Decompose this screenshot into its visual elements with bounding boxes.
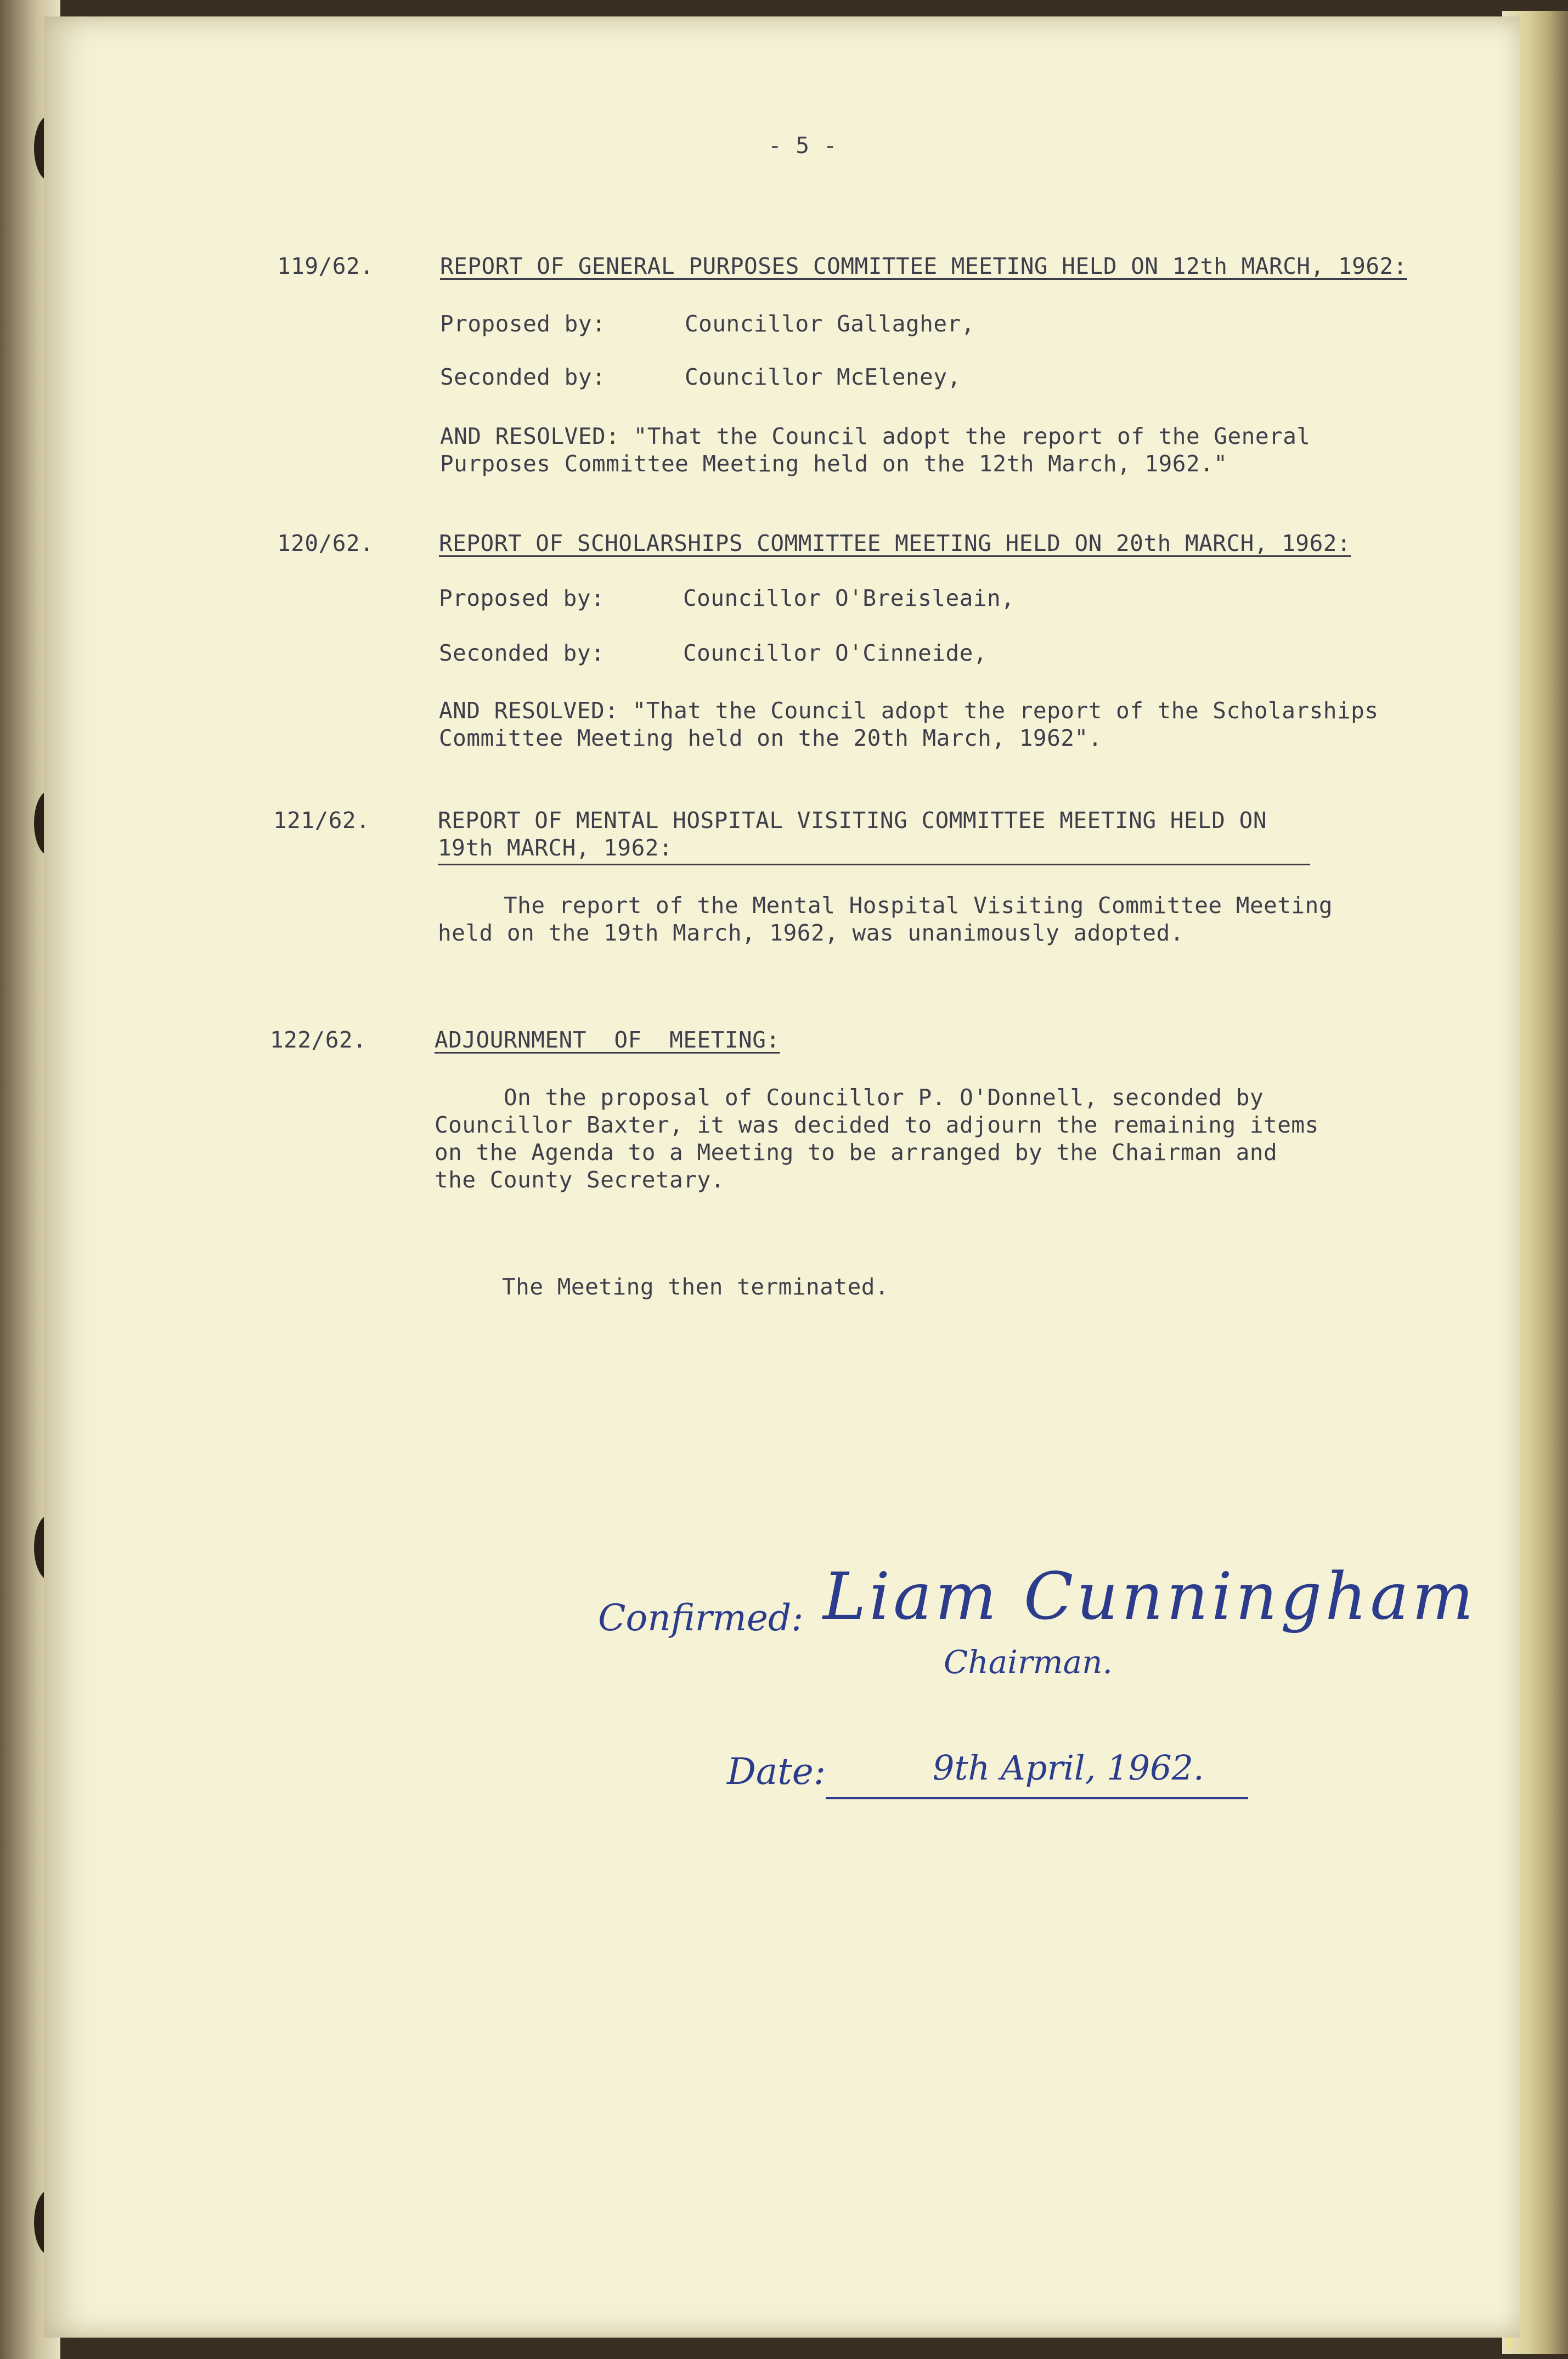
- resolution-line: Purposes Committee Meeting held on the 12th March, 1962.": [440, 451, 1228, 477]
- minute-number: 120/62.: [277, 530, 374, 556]
- closing-statement: The Meeting then terminated.: [502, 1274, 889, 1300]
- date-label: Date:: [727, 1750, 826, 1793]
- body-line: the County Secretary.: [435, 1167, 725, 1193]
- proposed-value: Councillor O'Breisleain,: [683, 585, 1015, 611]
- minute-heading-line: 19th MARCH, 1962:: [438, 835, 673, 861]
- seconded-value: Councillor O'Cinneide,: [683, 640, 988, 666]
- body-line: On the proposal of Councillor P. O'Donnell, seconded by: [504, 1084, 1264, 1111]
- proposed-value: Councillor Gallagher,: [685, 311, 975, 337]
- chairman-signature: Liam Cunningham: [823, 1558, 1477, 1634]
- confirmed-label: Confirmed:: [598, 1597, 804, 1639]
- minute-heading: REPORT OF SCHOLARSHIPS COMMITTEE MEETING HELD ON 20th MARCH, 1962:: [439, 530, 1351, 556]
- document-page: [44, 16, 1520, 2338]
- minute-number: 122/62.: [270, 1027, 367, 1053]
- proposed-label: Proposed by:: [439, 585, 605, 611]
- body-line: Councillor Baxter, it was decided to adjourn the remaining items: [435, 1112, 1319, 1138]
- seconded-value: Councillor McEleney,: [685, 364, 961, 390]
- page-number: - 5 -: [768, 132, 837, 159]
- minute-number: 121/62.: [273, 807, 370, 834]
- body-line: The report of the Mental Hospital Visiting Committee Meeting: [504, 892, 1333, 919]
- resolution-line: AND RESOLVED: "That the Council adopt the report of the General: [440, 423, 1311, 449]
- minute-heading: ADJOURNMENT OF MEETING:: [435, 1027, 780, 1053]
- minute-heading-line: REPORT OF MENTAL HOSPITAL VISITING COMMITTEE MEETING HELD ON: [438, 807, 1267, 834]
- body-line: held on the 19th March, 1962, was unanimously adopted.: [438, 920, 1184, 946]
- body-line: on the Agenda to a Meeting to be arranged by the Chairman and: [435, 1139, 1278, 1166]
- proposed-label: Proposed by:: [440, 311, 606, 337]
- seconded-label: Seconded by:: [440, 364, 606, 390]
- resolution-line: Committee Meeting held on the 20th March, 1962".: [439, 725, 1102, 751]
- resolution-line: AND RESOLVED: "That the Council adopt the report of the Scholarships: [439, 697, 1379, 724]
- seconded-label: Seconded by:: [439, 640, 605, 666]
- minute-number: 119/62.: [277, 253, 374, 279]
- date-line: [826, 1797, 1248, 1799]
- signature-role: Chairman.: [944, 1643, 1113, 1681]
- minute-heading: REPORT OF GENERAL PURPOSES COMMITTEE MEETING HELD ON 12th MARCH, 1962:: [440, 253, 1407, 279]
- heading-underline: [438, 864, 1310, 865]
- date-value: 9th April, 1962.: [933, 1748, 1204, 1788]
